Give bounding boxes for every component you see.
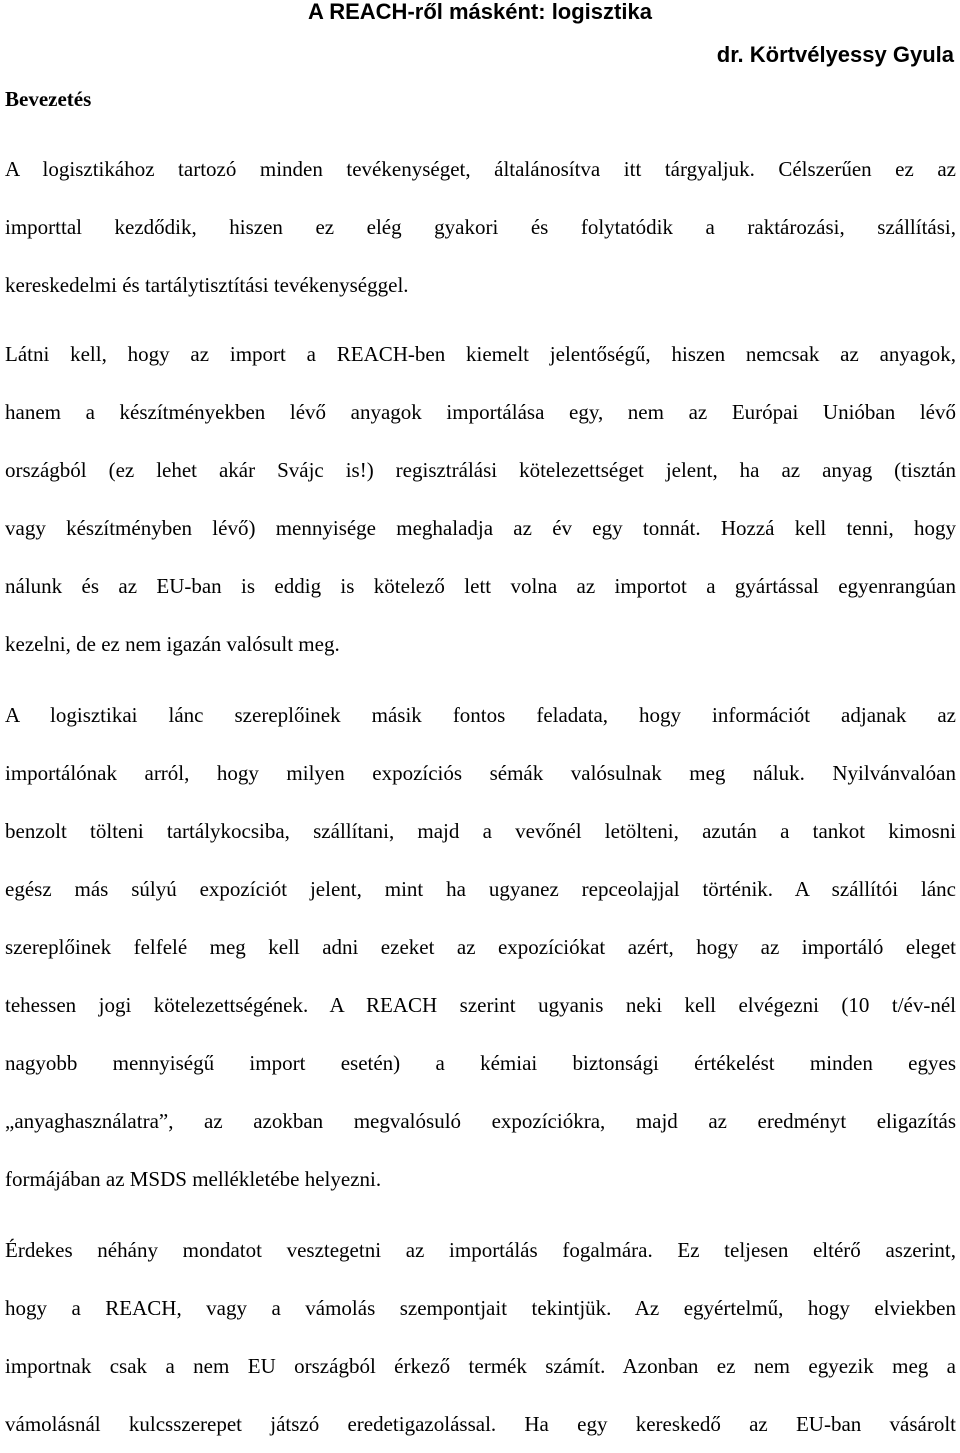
text-line: nálunk és az EU-ban is eddig is kötelező lett volna az importot a gyártással egyenrangúan	[5, 574, 956, 598]
text-line: vámolásnál kulcsszerepet játszó eredetigazolással. Ha egy kereskedő az EU-ban vásárolt	[5, 1412, 956, 1436]
text-line: országból (ez lehet akár Svájc is!) regisztrálási kötelezettséget jelent, ha az anyag (tisztán	[5, 458, 956, 482]
text-line: A logisztikához tartozó minden tevékenységet, általánosítva itt tárgyaljuk. Célszerűen ez az	[5, 157, 956, 181]
text-line: Látni kell, hogy az import a REACH-ben kiemelt jelentőségű, hiszen nemcsak az anyagok,	[5, 342, 956, 366]
text-line: egész más súlyú expozíciót jelent, mint ha ugyanez repceolajjal történik. A szállítói lánc	[5, 877, 956, 901]
text-line: tehessen jogi kötelezettségének. A REACH szerint ugyanis neki kell elvégezni (10 t/év-nél	[5, 993, 956, 1017]
text-line: importtal kezdődik, hiszen ez elég gyakori és folytatódik a raktározási, szállítási,	[5, 215, 956, 239]
text-line: kereskedelmi és tartálytisztítási tevékenységgel.	[5, 273, 409, 297]
author-name: dr. Körtvélyessy Gyula	[716, 42, 954, 67]
section-heading: Bevezetés	[5, 87, 92, 111]
text-line: benzolt tölteni tartálykocsiba, szállítani, majd a vevőnél letölteni, azután a tankot kimosni	[5, 819, 956, 843]
text-line: nagyobb mennyiségű import esetén) a kémiai biztonsági értékelést minden egyes	[5, 1051, 956, 1075]
paragraph-2	[5, 325, 956, 673]
paragraph-1	[5, 140, 956, 314]
text-line: hogy a REACH, vagy a vámolás szempontjait tekintjük. Az egyértelmű, hogy elviekben	[5, 1296, 956, 1320]
paragraph-3	[5, 686, 956, 1208]
text-line: szereplőinek felfelé meg kell adni ezeket az expozíciókat azért, hogy az importáló eleget	[5, 935, 956, 959]
text-line: formájában az MSDS mellékletébe helyezni.	[5, 1167, 382, 1191]
text-line: Érdekes néhány mondatot vesztegetni az importálás fogalmára. Ez teljesen eltérő aszerint,	[5, 1238, 956, 1262]
text-line: hanem a készítményekben lévő anyagok importálása egy, nem az Európai Unióban lévő	[5, 400, 956, 424]
text-line: „anyaghasználatra”, az azokban megvalósuló expozíciókra, majd az eredményt eligazítás	[5, 1109, 956, 1133]
text-line: kezelni, de ez nem igazán valósult meg.	[5, 632, 340, 656]
text-line: A logisztikai lánc szereplőinek másik fontos feladata, hogy információt adjanak az	[5, 703, 956, 727]
text-line: importálónak arról, hogy milyen expozíciós sémák valósulnak meg náluk. Nyilvánvalóan	[5, 761, 956, 785]
text-line: vagy készítményben lévő) mennyisége meghaladja az év egy tonnát. Hozzá kell tenni, hogy	[5, 516, 956, 540]
text-line: importnak csak a nem EU országból érkező termék számít. Azonban ez nem egyezik meg a	[5, 1354, 956, 1378]
document-title: A REACH-ről másként: logisztika	[308, 0, 652, 24]
paragraph-4	[5, 1221, 956, 1453]
